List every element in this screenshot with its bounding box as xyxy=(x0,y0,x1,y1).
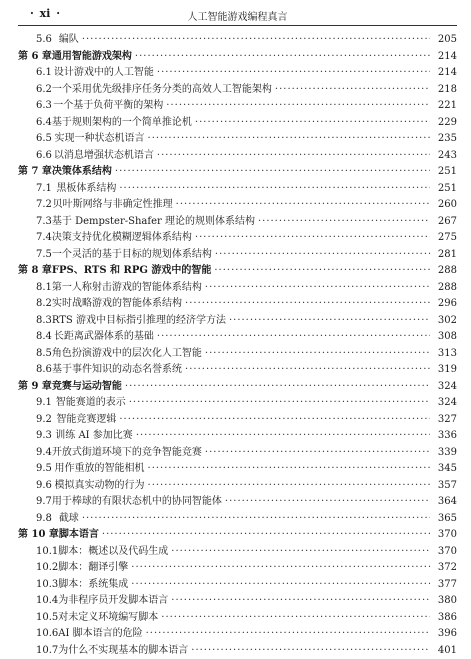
dot-leader xyxy=(82,32,430,49)
toc-section-row[interactable] xyxy=(18,362,457,379)
toc-page-number: 319 xyxy=(433,362,457,379)
toc-page-number: 313 xyxy=(433,346,457,363)
toc-section-row[interactable] xyxy=(18,593,457,610)
dot-leader xyxy=(205,346,430,363)
dot-leader xyxy=(258,214,430,231)
toc-entry-number: 9.1 xyxy=(18,395,56,412)
toc-section-row[interactable] xyxy=(18,197,457,214)
toc-entry-title: 编队 xyxy=(59,32,79,49)
toc-page-number: 324 xyxy=(433,395,457,412)
toc-section-row[interactable] xyxy=(18,131,457,148)
dot-leader xyxy=(171,544,430,561)
toc-page-number: 235 xyxy=(433,131,457,148)
toc-entry-number: 7.5 xyxy=(18,247,52,264)
toc-page-number: 386 xyxy=(433,610,457,627)
toc-page-number: 324 xyxy=(433,379,457,396)
dot-leader xyxy=(131,560,430,577)
dot-leader xyxy=(119,181,430,198)
toc-page-number: 396 xyxy=(433,626,457,643)
toc-entry-title: 贝叶斯网络与非确定性推理 xyxy=(53,197,173,214)
toc-page-number: 288 xyxy=(433,263,457,280)
toc-page-number: 281 xyxy=(433,247,457,264)
toc-entry-number: 6.3 xyxy=(18,98,53,115)
toc-entry-title: RTS 游戏中目标指引推理的经济学方法 xyxy=(52,313,226,330)
dot-leader xyxy=(82,511,430,528)
toc-entry-number: 9.4 xyxy=(18,445,52,462)
toc-entry-title: 模拟真实动物的行为 xyxy=(55,478,145,495)
toc-page-number: 372 xyxy=(433,560,457,577)
toc-page-number: 296 xyxy=(433,296,457,313)
toc-section-row[interactable] xyxy=(18,346,457,363)
toc-section-row[interactable] xyxy=(18,412,457,429)
toc-entry-title: 一个灵活的基于目标的规划体系结构 xyxy=(52,247,212,264)
toc-section-row[interactable] xyxy=(18,148,457,165)
toc-entry-number: 7.3 xyxy=(18,214,52,231)
toc-entry-title: 决策支持优化模糊逻辑体系结构 xyxy=(52,230,192,247)
toc-entry-number: 7.1 xyxy=(18,181,56,198)
toc-page-number: 364 xyxy=(433,494,457,511)
toc-entry-number: 7.2 xyxy=(18,197,53,214)
dot-leader xyxy=(229,313,430,330)
toc-entry-title: 黑板体系结构 xyxy=(56,181,116,198)
dot-leader xyxy=(146,626,430,643)
toc-page-number: 308 xyxy=(433,329,457,346)
toc-entry-title: 通用智能游戏架构 xyxy=(52,49,132,66)
toc-entry-title: 开放式街道环境下的竞争智能竞赛 xyxy=(52,445,202,462)
toc-section-row[interactable] xyxy=(18,643,457,659)
toc-entry-number: 9.6 xyxy=(18,478,55,495)
toc-page-number: 345 xyxy=(433,461,457,478)
toc-entry-title: 脚本：翻译引擎 xyxy=(58,560,128,577)
dot-leader xyxy=(225,494,430,511)
toc-entry-number: 10.5 xyxy=(18,610,58,627)
table-of-contents xyxy=(18,32,457,659)
toc-page-number: 370 xyxy=(433,544,457,561)
toc-section-row[interactable] xyxy=(18,395,457,412)
dot-leader xyxy=(191,643,430,659)
toc-section-row[interactable] xyxy=(18,626,457,643)
toc-entry-number: 9.2 xyxy=(18,412,56,429)
toc-section-row[interactable] xyxy=(18,296,457,313)
toc-section-row[interactable] xyxy=(18,610,457,627)
toc-section-row[interactable] xyxy=(18,280,457,297)
toc-entry-title: 一个采用优先级排序任务分类的高效人工智能架构 xyxy=(52,82,272,99)
toc-page-number: 288 xyxy=(433,280,457,297)
toc-page-number: 401 xyxy=(433,643,457,659)
toc-page-number: 302 xyxy=(433,313,457,330)
toc-page-number: 214 xyxy=(433,65,457,82)
toc-chapter-row[interactable] xyxy=(18,164,457,181)
toc-entry-number: 9.8 xyxy=(18,511,59,528)
toc-entry-title: 基于 Dempster-Shafer 理论的规则体系结构 xyxy=(52,214,255,231)
toc-section-row[interactable] xyxy=(18,313,457,330)
toc-page-number: 267 xyxy=(433,214,457,231)
toc-section-row[interactable] xyxy=(18,560,457,577)
toc-entry-number: 10.3 xyxy=(18,577,58,594)
dot-leader xyxy=(125,379,430,396)
toc-entry-number: 8.5 xyxy=(18,346,52,363)
toc-section-row[interactable] xyxy=(18,577,457,594)
dot-leader xyxy=(171,593,430,610)
dot-leader xyxy=(157,148,430,165)
toc-chapter-row[interactable] xyxy=(18,263,457,280)
toc-entry-title: 用于棒球的有限状态机中的协同智能体 xyxy=(52,494,222,511)
toc-section-row[interactable] xyxy=(18,65,457,82)
dot-leader xyxy=(131,577,430,594)
dot-leader xyxy=(161,610,430,627)
dot-leader xyxy=(195,230,430,247)
dot-leader xyxy=(195,115,430,132)
page-header xyxy=(18,3,457,26)
dot-leader xyxy=(275,82,430,99)
dot-leader xyxy=(185,362,430,379)
toc-entry-title: 对未定义环境编写脚本 xyxy=(58,610,158,627)
dot-leader xyxy=(148,461,430,478)
toc-entry-number: 第 6 章 xyxy=(18,49,52,66)
toc-page-number: 251 xyxy=(433,181,457,198)
toc-entry-number: 9.7 xyxy=(18,494,52,511)
toc-entry-number: 第 8 章 xyxy=(18,263,52,280)
toc-entry-title: 截球 xyxy=(59,511,79,528)
toc-section-row[interactable] xyxy=(18,445,457,462)
dot-leader xyxy=(136,428,430,445)
dot-leader xyxy=(205,280,430,297)
toc-entry-number: 第 9 章 xyxy=(18,379,52,396)
toc-page-number: 214 xyxy=(433,49,457,66)
toc-chapter-row[interactable] xyxy=(18,49,457,66)
toc-entry-title: AI 脚本语言的危险 xyxy=(58,626,142,643)
toc-entry-title: 决策体系结构 xyxy=(52,164,112,181)
toc-page-number: 275 xyxy=(433,230,457,247)
toc-section-row[interactable] xyxy=(18,494,457,511)
toc-entry-number: 7.4 xyxy=(18,230,52,247)
toc-page-number: 339 xyxy=(433,445,457,462)
toc-entry-number: 6.2 xyxy=(18,82,52,99)
toc-section-row[interactable] xyxy=(18,544,457,561)
toc-entry-title: 一个基于负荷平衡的架构 xyxy=(53,98,163,115)
toc-entry-title: 实时战略游戏的智能体系结构 xyxy=(52,296,182,313)
toc-entry-number: 6.1 xyxy=(18,65,54,82)
toc-entry-number: 10.7 xyxy=(18,643,58,659)
book-title: 人工智能游戏编程真言 xyxy=(18,8,457,23)
toc-entry-title: 为什么不实现基本的脚本语言 xyxy=(58,643,188,659)
dot-leader xyxy=(205,445,430,462)
toc-entry-title: 脚本：概述以及代码生成 xyxy=(58,544,168,561)
dot-leader xyxy=(135,49,430,66)
toc-page-number: 327 xyxy=(433,412,457,429)
dot-leader xyxy=(148,131,430,148)
toc-chapter-row[interactable] xyxy=(18,379,457,396)
dot-leader xyxy=(185,296,430,313)
toc-entry-title: 以消息增强状态机语言 xyxy=(54,148,154,165)
toc-entry-title: 基于规则架构的一个简单推论机 xyxy=(52,115,192,132)
toc-section-row[interactable] xyxy=(18,82,457,99)
toc-page-number: 357 xyxy=(433,478,457,495)
toc-entry-number: 10.6 xyxy=(18,626,58,643)
toc-entry-title: 智能竞赛逻辑 xyxy=(56,412,116,429)
toc-entry-title: 脚本：系统集成 xyxy=(58,577,128,594)
toc-chapter-row[interactable] xyxy=(18,527,457,544)
dot-leader xyxy=(176,197,430,214)
toc-page-number: 205 xyxy=(433,32,457,49)
toc-page-number: 218 xyxy=(433,82,457,99)
dot-leader xyxy=(215,247,430,264)
toc-section-row[interactable] xyxy=(18,32,457,49)
toc-entry-number: 6.6 xyxy=(18,148,54,165)
toc-page-number: 243 xyxy=(433,148,457,165)
dot-leader xyxy=(157,65,430,82)
toc-entry-number: 6.4 xyxy=(18,115,52,132)
toc-section-row[interactable] xyxy=(18,511,457,528)
toc-entry-number: 9.5 xyxy=(18,461,55,478)
toc-entry-title: 脚本语言 xyxy=(59,527,99,544)
toc-section-row[interactable] xyxy=(18,181,457,198)
toc-section-row[interactable] xyxy=(18,247,457,264)
toc-page-number: 221 xyxy=(433,98,457,115)
dot-leader xyxy=(129,395,430,412)
toc-entry-number: 第 10 章 xyxy=(18,527,59,544)
toc-entry-number: 8.6 xyxy=(18,362,52,379)
toc-entry-number: 5.6 xyxy=(18,32,59,49)
toc-entry-title: 第一人称射击游戏的智能体系结构 xyxy=(52,280,202,297)
toc-section-row[interactable] xyxy=(18,428,457,445)
toc-entry-number: 6.5 xyxy=(18,131,55,148)
toc-page-number: 380 xyxy=(433,593,457,610)
dot-leader xyxy=(166,98,430,115)
toc-section-row[interactable] xyxy=(18,115,457,132)
toc-entry-title: 基于事件知识的动态名誉系统 xyxy=(52,362,182,379)
toc-entry-number: 8.4 xyxy=(18,329,54,346)
toc-entry-number: 10.2 xyxy=(18,560,58,577)
dot-leader xyxy=(157,329,430,346)
dot-leader xyxy=(115,164,430,181)
dot-leader xyxy=(119,412,430,429)
toc-entry-title: 用作重放的智能相机 xyxy=(55,461,145,478)
toc-section-row[interactable] xyxy=(18,461,457,478)
toc-entry-title: 长距离武器体系的基础 xyxy=(54,329,154,346)
toc-entry-title: 角色扮演游戏中的层次化人工智能 xyxy=(52,346,202,363)
toc-entry-title: 竞赛与运动智能 xyxy=(52,379,122,396)
toc-entry-title: FPS、RTS 和 RPG 游戏中的智能 xyxy=(52,263,211,280)
toc-section-row[interactable] xyxy=(18,478,457,495)
toc-entry-number: 9.3 xyxy=(18,428,55,445)
toc-entry-title: 智能赛道的表示 xyxy=(56,395,126,412)
toc-entry-number: 10.1 xyxy=(18,544,58,561)
toc-entry-number: 8.3 xyxy=(18,313,52,330)
toc-section-row[interactable] xyxy=(18,214,457,231)
toc-section-row[interactable] xyxy=(18,329,457,346)
toc-entry-title: 设计游戏中的人工智能 xyxy=(54,65,154,82)
toc-entry-title: 实现一种状态机语言 xyxy=(55,131,145,148)
toc-page-number: 365 xyxy=(433,511,457,528)
dot-leader xyxy=(102,527,430,544)
toc-entry-number: 8.2 xyxy=(18,296,52,313)
toc-entry-title: 训练 AI 参加比赛 xyxy=(55,428,133,445)
toc-section-row[interactable] xyxy=(18,98,457,115)
toc-page-number: 377 xyxy=(433,577,457,594)
toc-entry-number: 第 7 章 xyxy=(18,164,52,181)
dot-leader xyxy=(148,478,430,495)
toc-entry-number: 8.1 xyxy=(18,280,52,297)
toc-page-number: 336 xyxy=(433,428,457,445)
toc-page-number: 260 xyxy=(433,197,457,214)
toc-page-number: 251 xyxy=(433,164,457,181)
toc-entry-title: 为非程序员开发脚本语言 xyxy=(58,593,168,610)
toc-page-number: 229 xyxy=(433,115,457,132)
dot-leader xyxy=(214,263,430,280)
toc-entry-number: 10.4 xyxy=(18,593,58,610)
toc-page-number: 370 xyxy=(433,527,457,544)
toc-section-row[interactable] xyxy=(18,230,457,247)
page-number-header: · ⅺ · xyxy=(30,7,61,20)
